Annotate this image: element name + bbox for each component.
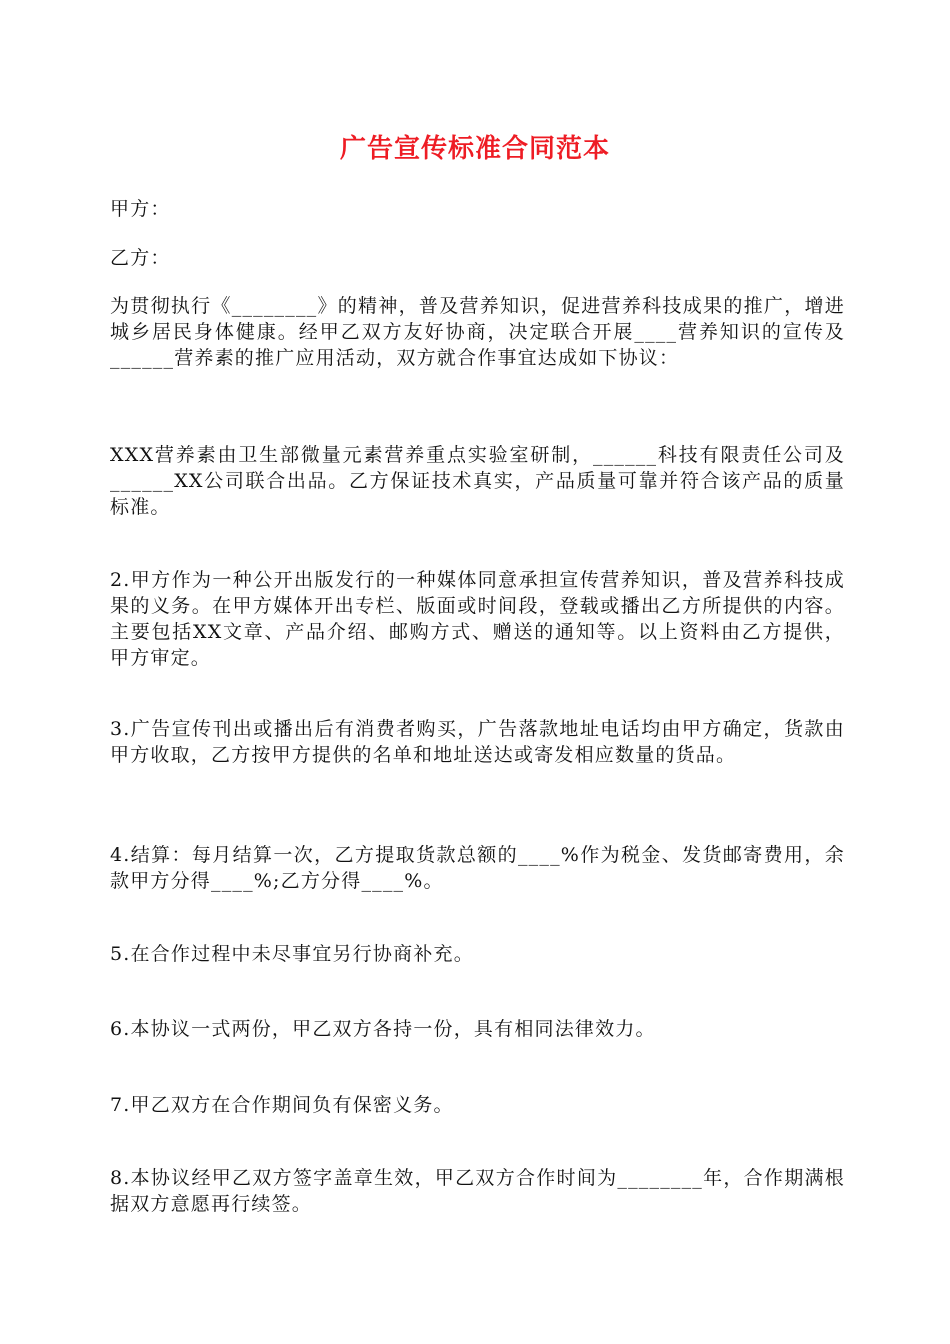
party-a-label: 甲方：	[110, 198, 171, 220]
clause-4: 4.结算：每月结算一次，乙方提取货款总额的____%作为税金、发货邮寄费用，余款甲方分得____%;乙方分得____%。	[110, 844, 845, 892]
clause-2: 2.甲方作为一种公开出版发行的一种媒体同意承担宣传营养知识，普及营养科技成果的义务。在甲方媒体开出专栏、版面或时间段，登载或播出乙方所提供的内容。主要包括XX文章、产品介绍、邮购方式、赠送的通知等。以上资料由乙方提供，甲方审定。	[110, 569, 845, 669]
party-b-label: 乙方：	[110, 247, 171, 269]
clause-1: XXX营养素由卫生部微量元素营养重点实验室研制，______科技有限责任公司及______XX公司联合出品。乙方保证技术真实，产品质量可靠并符合该产品的质量标准。	[110, 444, 845, 518]
clause-3: 3.广告宣传刊出或播出后有消费者购买，广告落款地址电话均由甲方确定，货款由甲方收取，乙方按甲方提供的名单和地址送达或寄发相应数量的货品。	[110, 718, 845, 766]
clause-5: 5.在合作过程中未尽事宜另行协商补充。	[110, 943, 474, 965]
clause-7: 7.甲乙双方在合作期间负有保密义务。	[110, 1094, 454, 1116]
document-title: 广告宣传标准合同范本	[339, 134, 610, 164]
clause-6: 6.本协议一式两份，甲乙双方各持一份，具有相同法律效力。	[110, 1018, 656, 1040]
clause-8: 8.本协议经甲乙双方签字盖章生效，甲乙双方合作时间为________年，合作期满根据双方意愿再行续签。	[110, 1167, 845, 1215]
intro-paragraph: 为贯彻执行《________》的精神，普及营养知识，促进营养科技成果的推广，增进城乡居民身体健康。经甲乙双方友好协商，决定联合开展____营养知识的宣传及______营养素的推广应用活动，双方就合作事宜达成如下协议：	[110, 295, 845, 369]
